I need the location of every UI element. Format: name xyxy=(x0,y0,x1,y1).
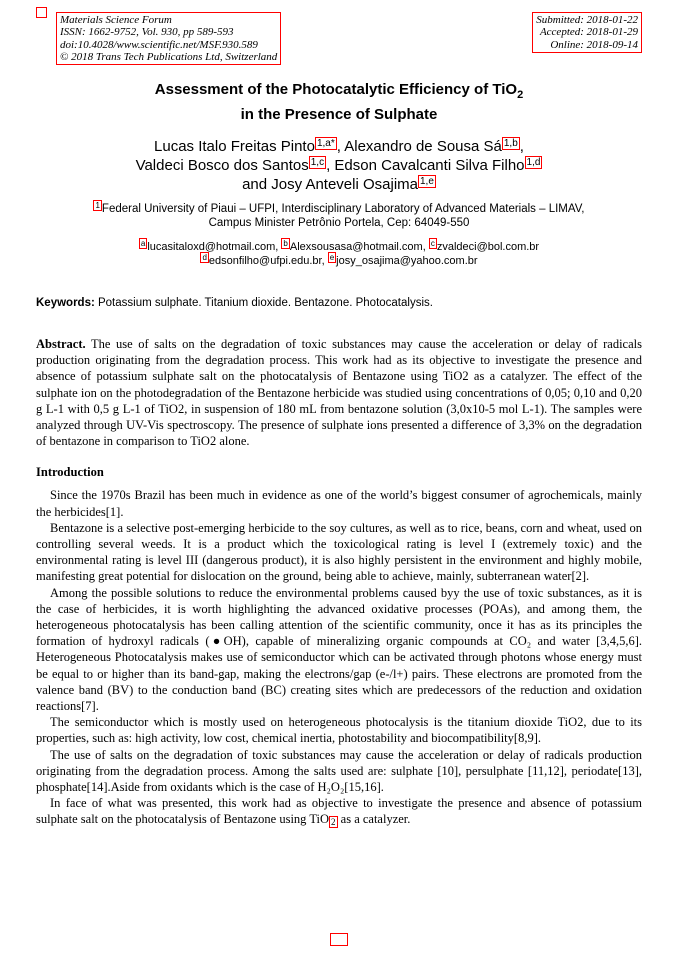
submission-dates-block xyxy=(532,12,642,53)
abstract xyxy=(36,336,642,449)
author-name: , Edson Cavalcanti Silva Filho xyxy=(326,157,525,174)
paragraph-text: as a catalyzer. xyxy=(337,812,411,827)
intro-paragraph-3: Among the possible solutions to reduce the environmental problems caused byy the use of toxic substances, as it is the case of herbicides, it is worth highlighting the advanced oxidative processes (POAs), and among them, the heterogeneous photocatalysis has been calling attention of the scientific community, once it has as its principles the formation of hydroxyl radicals (●OH), capable of mineralizing organic compounds at CO₂ and water [3,4,5,6]. Heterogeneous Photocatalysis makes use of semiconductor which can be activated through photons whose energy must be equal to or higher than its band-gap, making the electrons/gap (e-/l+) pairs. These electrons are promoted from the valence band (BV) to the conduction band (BC) creating sites which are predecessors of the reduction and oxidation reactions[7]. xyxy=(36,585,642,714)
intro-paragraph-2: Bentazone is a selective post-emerging herbicide to the soy cultures, as well as to rice, beans, corn and wheat, used on controlling several weeds. It is a product which the toxicological rating is level I (extremely toxic) and the environmental rating is level III (dangerous product), it is also highly persistent in the environment and highly mobile, manifesting great potential for dislocation on the ground, being able to achieve, mainly, subterranean water[2]. xyxy=(36,520,642,584)
keywords-text: Potassium sulphate. Titanium dioxide. Bentazone. Photocatalysis. xyxy=(94,297,433,309)
intro-paragraph-4: The semiconductor which is mostly used on heterogeneous photocalysis is the titanium dioxide TiO2, due to its properties, such as: high activity, low cost, chemical inertia, photostability and biocompatibility[8,9]. xyxy=(36,715,642,746)
submitted-date: Submitted: 2018-01-22 xyxy=(536,14,638,26)
intro-paragraph-6 xyxy=(36,795,642,827)
email-address: josy_osajima@yahoo.com.br xyxy=(336,254,478,267)
author-name: and Josy Anteveli Osajima xyxy=(242,176,418,193)
paragraph-text: In face of what was presented, this work had as objective to investigate the presence and absence of potassium sulphate salt on the photocatalysis of Bentazone using TiO xyxy=(36,796,642,827)
journal-issn: ISSN: 1662-9752, Vol. 930, pp 589-593 xyxy=(60,26,234,39)
journal-name: Materials Science Forum xyxy=(60,14,172,26)
affiliation-text-1: Federal University of Piaui – UFPI, Interdisciplinary Laboratory of Advanced Materials – LIMAV, xyxy=(101,203,585,215)
tio2-subscript-annotated: 2 xyxy=(331,817,336,828)
author-name: , Alexandro de Sousa Sá xyxy=(336,138,502,155)
author-affiliation-mark: 1,b xyxy=(503,138,518,149)
author-affiliation-mark: 1,e xyxy=(420,176,434,187)
author-line-tail: , xyxy=(519,138,524,155)
author-line-2 xyxy=(36,156,642,175)
affiliation-line-2 xyxy=(36,217,642,231)
author-name: Valdeci Bosco dos Santos xyxy=(135,157,309,174)
accepted-date: Accepted: 2018-01-29 xyxy=(539,26,638,39)
author-line-1 xyxy=(36,137,642,156)
journal-copyright: © 2018 Trans Tech Publications Ltd, Switzerland xyxy=(60,50,278,63)
abstract-label: Abstract. xyxy=(36,337,86,351)
journal-info-block xyxy=(56,12,281,65)
paper-title xyxy=(36,80,642,124)
email-address: edsonfilho@ufpi.edu.br, xyxy=(208,254,328,267)
author-emails xyxy=(36,241,642,268)
affiliation-mark: 1 xyxy=(95,201,100,210)
affiliation-line-1 xyxy=(36,203,642,217)
email-line-1 xyxy=(36,241,642,255)
keywords-label: Keywords: xyxy=(36,297,95,309)
title-line2: in the Presence of Sulphate xyxy=(240,106,438,123)
email-mark-c: c xyxy=(430,239,435,248)
online-date: Online: 2018-09-14 xyxy=(550,38,638,51)
paper-header xyxy=(36,12,642,65)
author-affiliation-mark: 1,a* xyxy=(316,138,335,149)
abstract-text: The use of salts on the degradation of toxic substances may cause the acceleration or delay of radicals production originating from the degradation process. This work had as its objective to investigate the presence and absence of potassium sulphate salt on the photocatalysis of Bentazone using TiO2 as a catalyzer. The effect of the sulphate ion on the photodegradation of the Bentazone herbicide was studied using concentrations of 0,05; 0,10 and 0,20 g L-1 with 0,5 g L-1 of TiO2, in suspension of 180 mL from bentazone solution (3,0x10-5 mol L-1). The samples were analyzed through UV-Vis spectroscopy. The presence of sulphate ions presented a difference of 3,3% on the degradation of bentazone in comparison to TiO2 alone. xyxy=(36,337,642,449)
journal-doi: doi:10.4028/www.scientific.net/MSF.930.589 xyxy=(60,38,258,51)
keywords-line xyxy=(36,296,642,310)
email-address: Alexsousasa@hotmail.com, xyxy=(289,241,429,253)
email-mark-a: a xyxy=(140,239,146,248)
affiliation xyxy=(36,203,642,230)
author-affiliation-mark: 1,c xyxy=(310,157,325,168)
author-list xyxy=(36,137,642,194)
intro-paragraph-1: Since the 1970s Brazil has been much in evidence as one of the world’s biggest consumer of agrochemicals, mainly the herbicides[1]. xyxy=(36,488,642,519)
email-address: zvaldeci@bol.com.br xyxy=(436,241,540,253)
intro-paragraph-5: The use of salts on the degradation of toxic substances may cause the acceleration or delay of radicals production originating from the degradation process. Among the salts used are: sulphate [10], persulphate [11,12], periodate[13], phosphate[14].Aside from oxidants which is the case of H₂O₂[15,16]. xyxy=(36,747,642,795)
author-name: Lucas Italo Freitas Pinto xyxy=(154,138,315,155)
email-mark-b: b xyxy=(283,239,288,248)
email-mark-d: d xyxy=(202,252,207,262)
affiliation-text-2: Campus Minister Petrônio Portela, Cep: 64049-550 xyxy=(208,216,470,229)
email-address: lucasitaloxd@hotmail.com, xyxy=(147,241,282,253)
email-line-2 xyxy=(36,252,642,269)
author-line-3 xyxy=(36,175,642,194)
email-mark-e: e xyxy=(329,252,335,262)
title-line1: Assessment of the Photocatalytic Efficiency of TiO xyxy=(154,81,518,98)
annotation-box-bottom-center xyxy=(330,933,348,946)
title-tio2-subscript: 2 xyxy=(517,89,524,101)
section-heading-introduction: Introduction xyxy=(36,465,104,480)
author-affiliation-mark: 1,d xyxy=(526,157,541,168)
